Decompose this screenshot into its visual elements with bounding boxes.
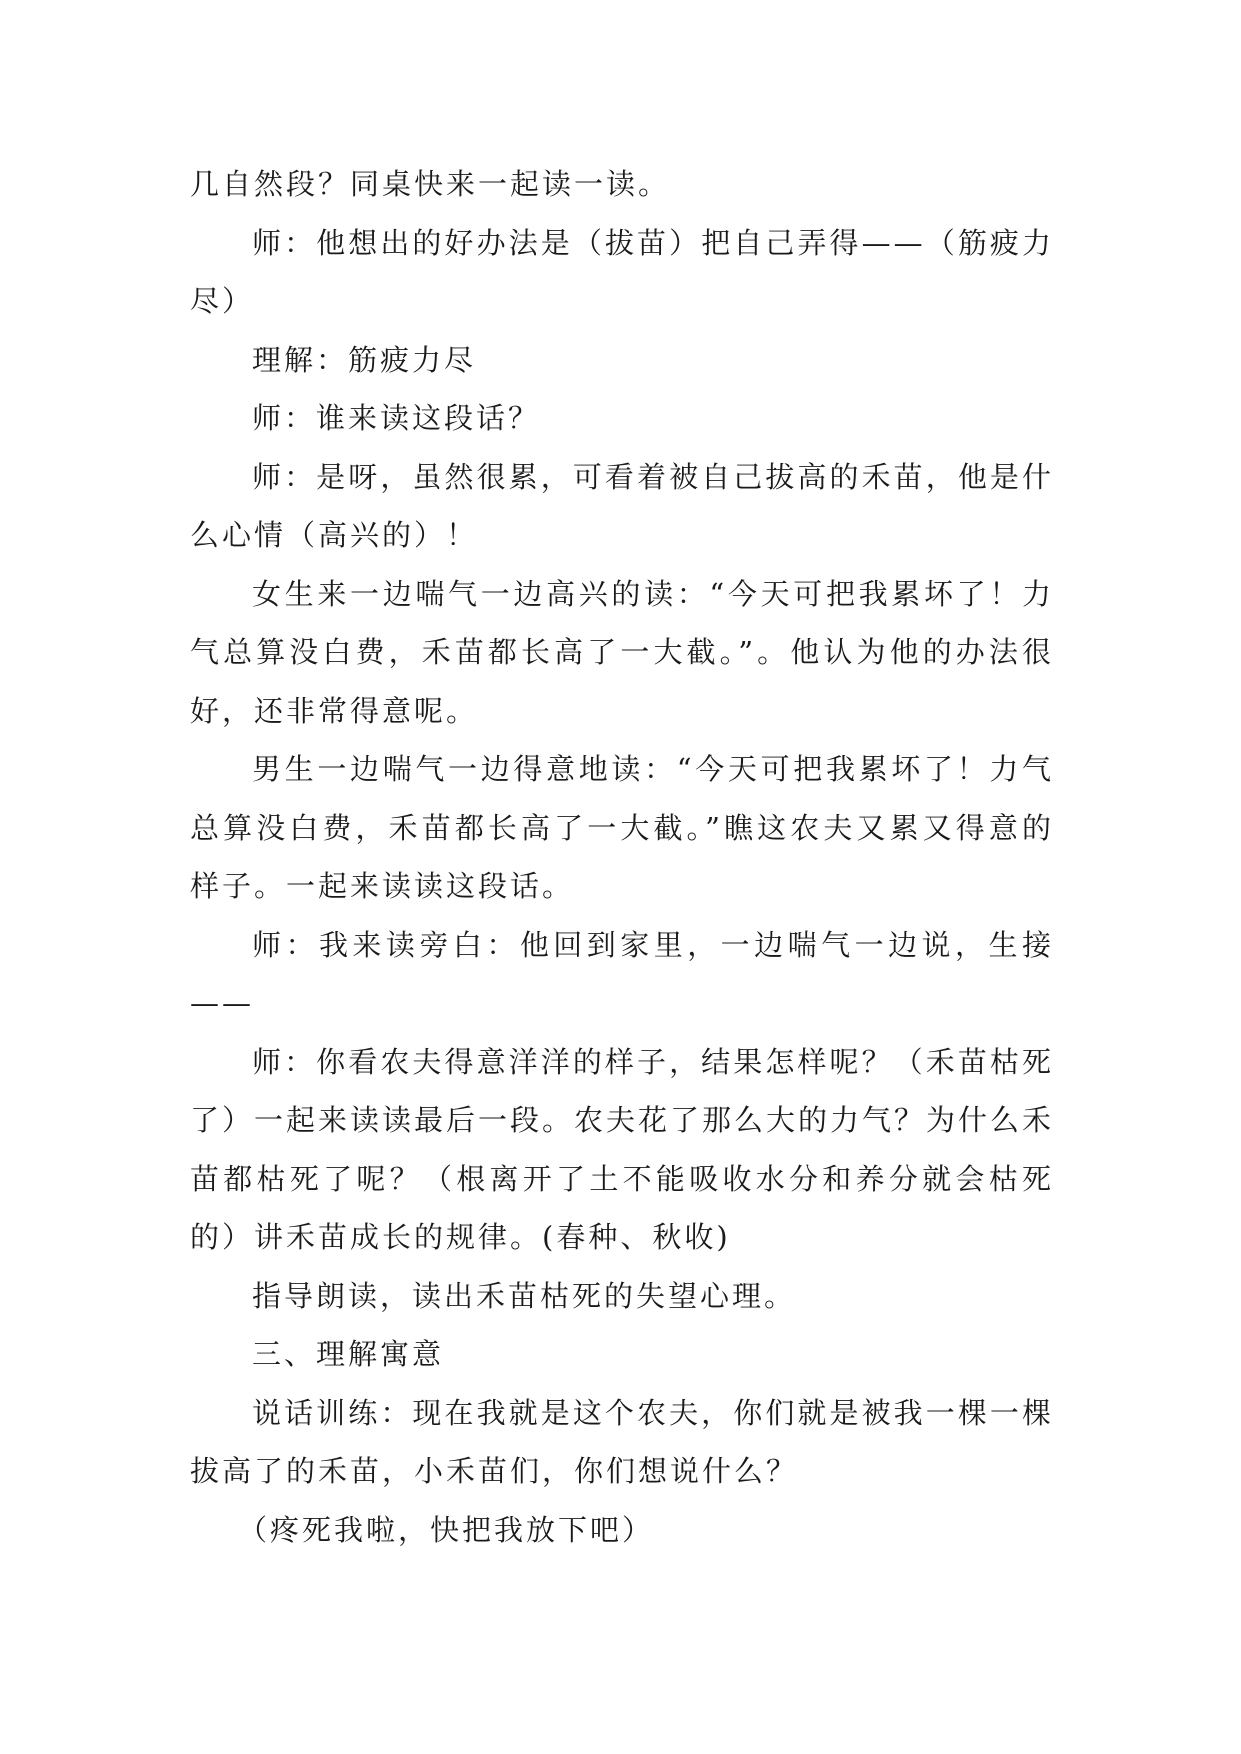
section-heading: 三、理解寓意 [252, 1337, 445, 1371]
paragraph-result: 师：你看农夫得意洋洋的样子，结果怎样呢？（禾苗枯死了）一起来读读最后一段。农夫花了那么大的力气？为什么禾苗都枯死了呢？（根离开了土不能吸收水分和养分就会枯死的）讲禾苗成长的规律。(春种、秋收) [190, 1044, 1055, 1254]
paragraph-who-reads: 师：谁来读这段话？ [252, 401, 541, 435]
paragraph-speaking-practice: 说话训练：现在我就是这个农夫，你们就是被我一棵一棵拔高了的禾苗，小禾苗们，你们想说什么？ [190, 1395, 1054, 1488]
document-body [190, 155, 1054, 1559]
paragraph-guided-reading: 指导朗读，读出禾苗枯死的失望心理。 [252, 1278, 797, 1313]
paragraph-continuation: 几自然段？同桌快来一起读一读。 [190, 167, 671, 201]
paragraph-narration: 师：我来读旁白：他回到家里，一边喘气一边说，生接—— [190, 927, 1054, 1020]
paragraph-boys-read: 男生一边喘气一边得意地读：“今天可把我累坏了！力气总算没白费，禾苗都长高了一大截。”瞧这农夫又累又得意的样子。一起来读读这段话。 [190, 752, 1054, 903]
paragraph-understand: 理解：筋疲力尽 [252, 342, 477, 377]
paragraph-student-answer: （疼死我啦，快把我放下吧） [238, 1512, 655, 1547]
paragraph-girls-read: 女生来一边喘气一边高兴的读：“今天可把我累坏了！力气总算没白费，禾苗都长高了一大截。”。他认为他的办法很好，还非常得意呢。 [190, 576, 1054, 728]
paragraph-teacher-method: 师：他想出的好办法是（拔苗）把自己弄得——（筋疲力尽） [190, 225, 1054, 318]
paragraph-mood: 师：是呀，虽然很累，可看着被自己拔高的禾苗，他是什么心情（高兴的）！ [190, 459, 1054, 552]
